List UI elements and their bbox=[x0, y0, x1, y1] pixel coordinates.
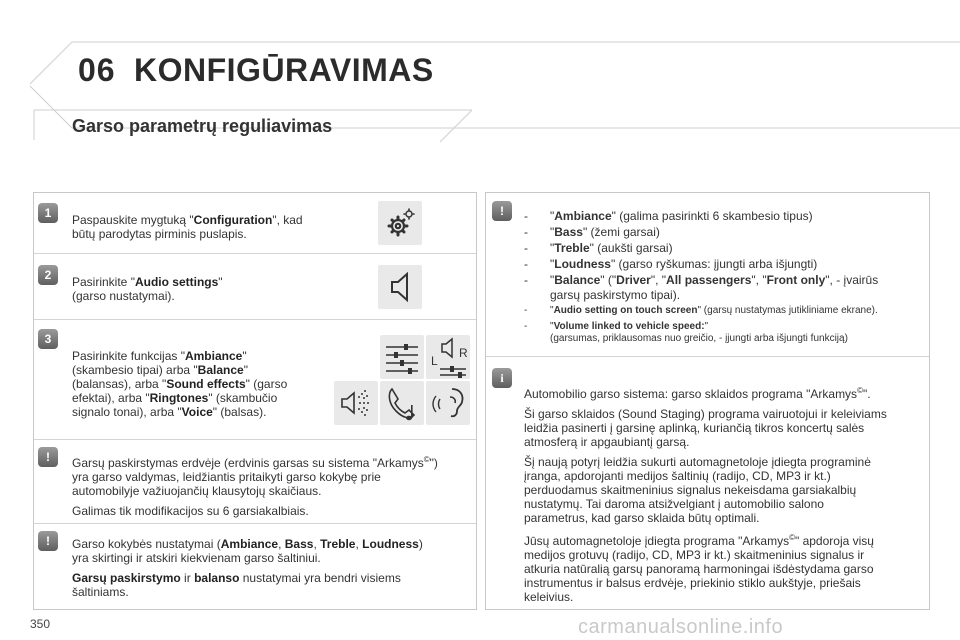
chapter-title: KONFIGŪRAVIMAS bbox=[134, 52, 434, 88]
text: įranga, apdorojanti medijos šaltinių (radijo, CD, MP3 ir kt.) bbox=[524, 469, 831, 483]
text: efektai), arba " bbox=[72, 391, 150, 405]
text: " bbox=[218, 275, 223, 289]
text: ", " bbox=[751, 273, 767, 287]
left-panel bbox=[33, 192, 477, 610]
dash: - bbox=[524, 209, 528, 223]
text: ", - įvairūs bbox=[825, 273, 879, 287]
gear-icon bbox=[378, 201, 422, 245]
text: automobilyje važiuojančių klausytojų skaičiaus. bbox=[72, 484, 322, 498]
option-name: Treble bbox=[554, 241, 590, 255]
button-name: Configuration bbox=[193, 213, 273, 227]
text: instrumentus ir balsus erdvėje, priekinio stiklo aukštyje, priešais bbox=[524, 576, 861, 590]
text: " bbox=[550, 241, 555, 255]
step-badge: 3 bbox=[38, 329, 58, 349]
warning-badge: ! bbox=[38, 447, 58, 467]
text: Pasirinkite " bbox=[72, 275, 135, 289]
text: leidžia pasinerti į garsinę aplinką, kuriančią tikros koncertų salės bbox=[524, 421, 865, 435]
option-name: Volume linked to vehicle speed: bbox=[553, 321, 705, 332]
voice-icon bbox=[426, 381, 470, 425]
text: " (balsas). bbox=[212, 405, 267, 419]
text: keleivius. bbox=[524, 590, 574, 604]
text: " (garsų nustatymas jutikliniame ekrane). bbox=[697, 305, 878, 316]
function-name: Balance bbox=[197, 363, 244, 377]
copyright-sup: © bbox=[789, 533, 795, 542]
text: " bbox=[550, 305, 554, 316]
note-text bbox=[72, 537, 472, 599]
info-text bbox=[524, 384, 924, 604]
text: Paspauskite mygtuką " bbox=[72, 213, 194, 227]
ringtone-icon bbox=[380, 381, 424, 425]
text: yra garso valdymas, leidžiantis pritaikyti garso kokybę prie bbox=[72, 470, 381, 484]
text: " bbox=[550, 273, 555, 287]
text: " (žemi garsai) bbox=[582, 225, 660, 239]
text: , bbox=[355, 537, 363, 551]
setting-name: Ambiance bbox=[220, 537, 279, 551]
step-badge: 2 bbox=[38, 265, 58, 285]
option-name: Audio setting on touch screen bbox=[553, 305, 698, 316]
text: " (" bbox=[600, 273, 617, 287]
info-badge: i bbox=[492, 368, 512, 388]
section-title: Garso parametrų reguliavimas bbox=[72, 116, 333, 136]
text: Jūsų automagnetoloje įdiegta programa "Arkamys bbox=[524, 534, 790, 548]
text: ) bbox=[418, 537, 423, 551]
text: Garsų paskirstymas erdvėje (erdvinis garsas su sistema "Arkamys bbox=[72, 456, 424, 470]
info-box bbox=[486, 356, 929, 609]
text: ". bbox=[862, 387, 871, 401]
copyright-sup: © bbox=[423, 455, 430, 464]
text: perduodamus skaitmeninius signalus nekeisdama garsiakalbių bbox=[524, 483, 857, 497]
step-1 bbox=[34, 193, 476, 254]
text: " bbox=[550, 321, 554, 332]
dash: - bbox=[524, 305, 528, 316]
text: parametrus, kad garso sklaida būtų optimali. bbox=[524, 511, 760, 525]
watermark: carmanualsonline.info bbox=[578, 616, 784, 638]
options-list bbox=[486, 193, 929, 357]
speaker-icon bbox=[378, 265, 422, 309]
text: šaltiniams. bbox=[72, 585, 129, 599]
note-arkamys bbox=[34, 439, 476, 524]
text: " (garso ryškumas: įjungti arba išjungti) bbox=[610, 257, 818, 271]
text: " (galima pasirinkti 6 skambesio tipus) bbox=[611, 209, 813, 223]
text: " (garso bbox=[245, 377, 288, 391]
setting-name: Treble bbox=[320, 537, 356, 551]
option-bass bbox=[524, 225, 924, 240]
step-text bbox=[72, 349, 332, 419]
text: (garso nustatymai). bbox=[72, 289, 175, 303]
text: ir bbox=[180, 571, 195, 585]
text: nustatymai yra bendri visiems bbox=[239, 571, 401, 585]
text: " (skambučio bbox=[208, 391, 278, 405]
option-name: Driver bbox=[616, 273, 651, 287]
option-name: Front only bbox=[766, 273, 826, 287]
text: (balansas), arba " bbox=[72, 377, 167, 391]
text: ", kad bbox=[272, 213, 303, 227]
balance-left-label: L bbox=[431, 354, 438, 368]
text: " bbox=[242, 349, 247, 363]
option-name: All passengers bbox=[666, 273, 752, 287]
function-name: Ringtones bbox=[149, 391, 209, 405]
text: " bbox=[704, 321, 709, 332]
text: Ši garso sklaidos (Sound Staging) programa vairuotojui ir keleiviams bbox=[524, 407, 887, 421]
text: garsų paskirstymo tipai). bbox=[550, 288, 681, 302]
step-3 bbox=[34, 319, 476, 440]
option-ambiance bbox=[524, 209, 924, 224]
text: " (aukšti garsai) bbox=[589, 241, 673, 255]
dash: - bbox=[524, 241, 528, 255]
setting-name: balanso bbox=[194, 571, 240, 585]
text: medijos grotuvų (radijo, CD, MP3 ir kt.) skaitmeninius signalus ir bbox=[524, 548, 865, 562]
menu-name: Audio settings bbox=[134, 275, 219, 289]
text: " bbox=[243, 363, 248, 377]
dash: - bbox=[524, 257, 528, 271]
option-name: Loudness bbox=[554, 257, 611, 271]
text: (garsumas, priklausomas nuo greičio, - įjungti arba išjungti funkciją) bbox=[550, 333, 848, 344]
balance-icon bbox=[426, 335, 470, 379]
function-name: Sound effects bbox=[166, 377, 246, 391]
note-sound-quality bbox=[34, 523, 476, 609]
option-name: Bass bbox=[554, 225, 583, 239]
chapter-number: 06 bbox=[78, 52, 116, 88]
warning-badge: ! bbox=[38, 531, 58, 551]
text: Automobilio garso sistema: garso sklaidos programa "Arkamys bbox=[524, 387, 858, 401]
setting-name: Loudness bbox=[362, 537, 419, 551]
text: Šį naują potyrį leidžia sukurti automagnetoloje įdiegta programinė bbox=[524, 455, 871, 469]
step-text bbox=[72, 275, 362, 303]
text: nustatymų. Tai daroma atsižvelgiant į automobilio salono bbox=[524, 497, 824, 511]
option-volume-speed bbox=[524, 321, 929, 347]
text: atkuria natūralią garsų panoramą harmoningai išdėstydama garso bbox=[524, 562, 874, 576]
balance-right-label: R bbox=[459, 346, 468, 360]
copyright-sup: © bbox=[857, 386, 863, 395]
text: (skambesio tipai) arba " bbox=[72, 363, 198, 377]
option-balance bbox=[524, 273, 924, 303]
text: Garso kokybės nustatymai ( bbox=[72, 537, 221, 551]
text: signalo tonai), arba " bbox=[72, 405, 182, 419]
equalizer-icon bbox=[380, 335, 424, 379]
text: Galimas tik modifikacijos su 6 garsiakalbiais. bbox=[72, 504, 309, 518]
step-badge: 1 bbox=[38, 203, 58, 223]
function-name: Voice bbox=[181, 405, 213, 419]
text: Pasirinkite funkcijas " bbox=[72, 349, 185, 363]
setting-name: Garsų paskirstymo bbox=[72, 571, 181, 585]
text: " bbox=[550, 209, 555, 223]
text: ") bbox=[429, 456, 438, 470]
sound-effects-icon bbox=[334, 381, 378, 425]
note-text bbox=[72, 453, 472, 518]
text: , bbox=[278, 537, 285, 551]
option-touch-screen bbox=[524, 305, 929, 319]
text: " apdoroja visų bbox=[794, 534, 874, 548]
option-name: Ambiance bbox=[554, 209, 612, 223]
text: atmosferą ir apgaubiantį garsą. bbox=[524, 435, 690, 449]
dash: - bbox=[524, 225, 528, 239]
option-loudness bbox=[524, 257, 924, 272]
function-name: Ambiance bbox=[184, 349, 243, 363]
page-number: 350 bbox=[30, 617, 51, 631]
text: " bbox=[550, 225, 555, 239]
warning-badge: ! bbox=[492, 201, 512, 221]
right-panel bbox=[485, 192, 930, 610]
option-name: Balance bbox=[554, 273, 601, 287]
text: , bbox=[313, 537, 321, 551]
header-frame bbox=[0, 0, 960, 190]
dash: - bbox=[524, 321, 528, 332]
setting-name: Bass bbox=[284, 537, 314, 551]
option-treble bbox=[524, 241, 924, 256]
dash: - bbox=[524, 273, 528, 287]
text: būtų parodytas pirminis puslapis. bbox=[72, 227, 247, 241]
text: yra skirtingi ir atskiri kiekvienam garso šaltiniui. bbox=[72, 551, 321, 565]
step-2 bbox=[34, 253, 476, 320]
step-text bbox=[72, 213, 362, 241]
text: " bbox=[550, 257, 555, 271]
text: ", " bbox=[650, 273, 667, 287]
